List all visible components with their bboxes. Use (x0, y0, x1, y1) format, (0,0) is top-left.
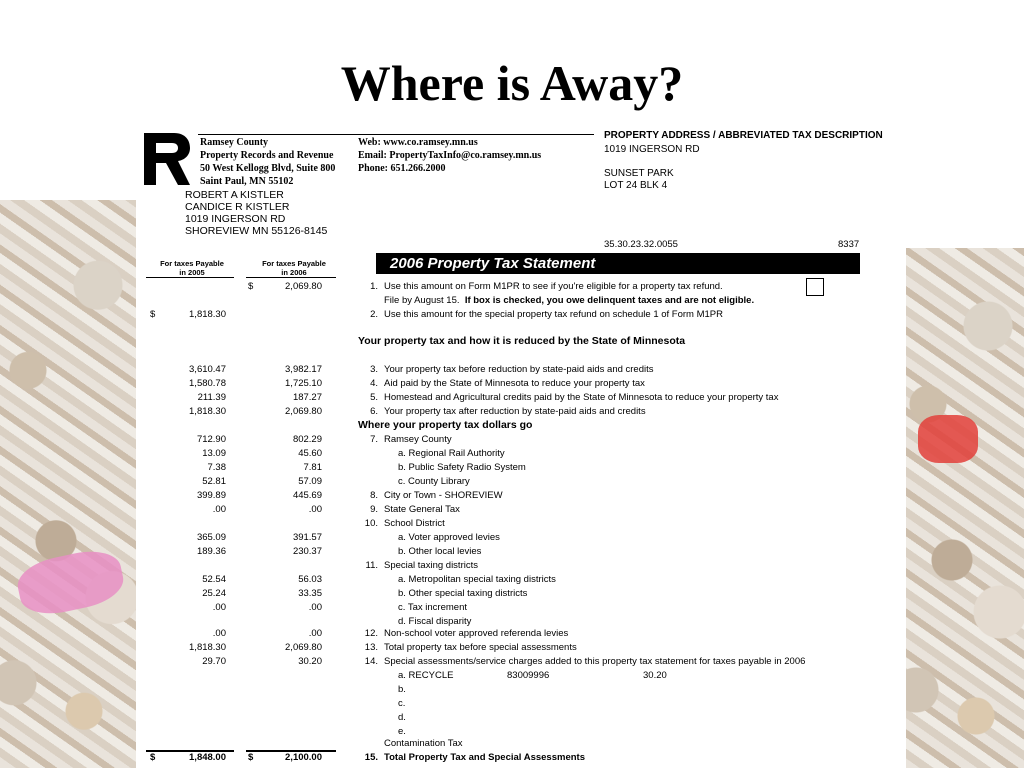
amount-2006: 2,069.80 (285, 642, 322, 653)
section-heading-reduction: Your property tax and how it is reduced by the State of Minnesota (358, 335, 686, 347)
header-rule (198, 134, 594, 135)
amount-2005: 365.09 (196, 532, 226, 543)
owner-line-2: CANDICE R KISTLER (185, 201, 290, 213)
filing-deadline-text: File by August 15. (384, 295, 460, 306)
owner-line-3: 1019 INGERSON RD (185, 213, 286, 225)
line-number: 1. (370, 281, 378, 292)
amount-2006: 45.60 (298, 448, 322, 459)
line-number: 5. (370, 392, 378, 403)
amount-2006: 1,725.10 (285, 378, 322, 389)
line-description: Aid paid by the State of Minnesota to reduce your property tax (384, 378, 645, 389)
amount-2005: 3,610.47 (189, 364, 226, 375)
section-heading-where: Where your property tax dollars go (358, 419, 533, 431)
web-url: Web: www.co.ramsey.mn.us (358, 137, 478, 148)
line-number: 2. (370, 309, 378, 320)
amount-2006: 56.03 (298, 574, 322, 585)
line-10 (136, 517, 906, 531)
delinquent-warning-text: If box is checked, you owe delinquent taxes and are not eligible. (464, 295, 755, 306)
line-11b (136, 587, 906, 601)
statement-title-bar: 2006 Property Tax Statement (376, 253, 860, 274)
line-7a (136, 447, 906, 461)
background-trash-right (904, 248, 1024, 768)
dollar-sign: $ (150, 309, 156, 320)
line-9 (136, 503, 906, 517)
contact-block (358, 136, 541, 175)
column-header-2006 (254, 259, 334, 277)
line-description: Special taxing districts (384, 560, 478, 571)
column-header-2005 (152, 259, 232, 277)
line-14c (136, 697, 906, 711)
line-number: 3. (370, 364, 378, 375)
line-description: c. Tax increment (398, 602, 467, 613)
property-heading: PROPERTY ADDRESS / ABBREVIATED TAX DESCRIPTION (604, 130, 883, 141)
line-1-note (136, 294, 906, 308)
line-description: Your property tax before reduction by state-paid aids and credits (384, 364, 654, 375)
line-description: Total property tax before special assessments (384, 642, 577, 653)
ramsey-county-logo-icon (144, 133, 190, 185)
phone-number: Phone: 651.266.2000 (358, 163, 446, 174)
tax-statement-document (136, 128, 906, 768)
amount-2005: 1,580.78 (189, 378, 226, 389)
line-number: 9. (370, 504, 378, 515)
amount-2006: 2,069.80 (285, 406, 322, 417)
line-1 (136, 280, 906, 294)
line-number: 15. (364, 752, 378, 763)
line-number: 10. (364, 518, 378, 529)
amount-2005: .00 (212, 602, 226, 613)
amount-2006: .00 (308, 504, 322, 515)
line-description: State General Tax (384, 504, 460, 515)
line-11 (136, 559, 906, 573)
amount-2005: 712.90 (196, 434, 226, 445)
line-number: 7. (370, 434, 378, 445)
line-description: a. Voter approved levies (398, 532, 500, 543)
amount-2006: 445.69 (292, 490, 322, 501)
amount-2005: .00 (212, 504, 226, 515)
line-description (384, 294, 754, 308)
line-description: Non-school voter approved referenda levies (384, 628, 569, 639)
line-description: Homestead and Agricultural credits paid by the State of Minnesota to reduce your property tax (384, 392, 779, 403)
line-15-total (136, 751, 906, 765)
amount-2005: 1,818.30 (189, 406, 226, 417)
line-10a (136, 531, 906, 545)
amount-2006: .00 (308, 628, 322, 639)
amount-2005: 29.70 (202, 656, 226, 667)
owner-line-4: SHOREVIEW MN 55126-8145 (185, 225, 328, 237)
parcel-id: 35.30.23.32.0055 (604, 239, 678, 250)
slide-title: Where is Away? (340, 55, 684, 111)
county-address-block (200, 136, 335, 188)
line-description: e. (398, 726, 406, 737)
line-number: 14. (364, 656, 378, 667)
line-11c (136, 601, 906, 615)
column-header-2006-line2: in 2006 (281, 268, 307, 277)
line-description: Use this amount for the special property tax refund on schedule 1 of Form M1PR (384, 309, 723, 320)
dollar-sign: $ (150, 752, 156, 763)
line-number: 12. (364, 628, 378, 639)
county-dept: Property Records and Revenue (200, 150, 334, 161)
line-2 (136, 308, 906, 322)
line-8 (136, 489, 906, 503)
assessment-amount: 30.20 (643, 670, 667, 681)
line-description: Contamination Tax (384, 738, 463, 749)
line-description: a. Regional Rail Authority (398, 448, 505, 459)
amount-2005: 399.89 (196, 490, 226, 501)
line-14a (136, 669, 906, 683)
amount-2006: 230.37 (292, 546, 322, 557)
line-10b (136, 545, 906, 559)
line-description: b. Public Safety Radio System (398, 462, 526, 473)
line-description: Ramsey County (384, 434, 452, 445)
amount-2006: 802.29 (292, 434, 322, 445)
amount-2006: 3,982.17 (285, 364, 322, 375)
amount-2005: 211.39 (197, 392, 226, 403)
line-description: d. Fiscal disparity (398, 616, 472, 627)
line-12 (136, 627, 906, 641)
amount-2006: 187.27 (292, 392, 322, 403)
amount-2005: 1,818.30 (189, 642, 226, 653)
line-description: Special assessments/service charges added to this property tax statement for taxes payable in 2006 (384, 656, 806, 667)
dollar-sign: $ (248, 752, 254, 763)
assessment-name: a. RECYCLE (398, 670, 454, 681)
line-description: c. (398, 698, 406, 709)
amount-2006: 7.81 (303, 462, 322, 473)
property-address: 1019 INGERSON RD (604, 144, 700, 155)
line-description: Your property tax after reduction by state-paid aids and credits (384, 406, 646, 417)
county-city: Saint Paul, MN 55102 (200, 176, 294, 187)
amount-2006: 30.20 (298, 656, 322, 667)
line-number: 13. (364, 642, 378, 653)
background-trash-left (0, 200, 140, 768)
property-desc-2: LOT 24 BLK 4 (604, 180, 668, 191)
line-14b (136, 683, 906, 697)
email-address: Email: PropertyTaxInfo@co.ramsey.mn.us (358, 150, 542, 161)
column-header-2006-line1: For taxes Payable (262, 259, 326, 268)
county-street: 50 West Kellogg Blvd, Suite 800 (200, 163, 336, 174)
line-6 (136, 405, 906, 419)
line-4 (136, 377, 906, 391)
line-description: b. (398, 684, 406, 695)
column-rule-2005 (146, 277, 234, 278)
column-header-2005-line1: For taxes Payable (160, 259, 224, 268)
line-description: Total Property Tax and Special Assessments (384, 752, 585, 763)
amount-2005: 189.36 (196, 546, 226, 557)
amount-2005: 7.38 (207, 462, 226, 473)
total-2006: 2,100.00 (285, 752, 322, 763)
column-header-2005-line2: in 2005 (179, 268, 205, 277)
line-description: d. (398, 712, 406, 723)
amount-2006: .00 (308, 602, 322, 613)
background-debris-red (918, 415, 978, 463)
line-11a (136, 573, 906, 587)
line-description: a. Metropolitan special taxing districts (398, 574, 556, 585)
line-number: 6. (370, 406, 378, 417)
county-name: Ramsey County (200, 137, 269, 148)
line-number: 8. (370, 490, 378, 501)
amount-2005: 13.09 (202, 448, 226, 459)
line-description: b. Other special taxing districts (398, 588, 528, 599)
amount-2005: .00 (212, 628, 226, 639)
amount-2005: 1,818.30 (189, 309, 226, 320)
amount-2005: 25.24 (202, 588, 226, 599)
property-desc-1: SUNSET PARK (604, 168, 674, 179)
line-description: School District (384, 518, 445, 529)
column-rule-2006 (246, 277, 336, 278)
line-14d (136, 711, 906, 725)
line-14 (136, 655, 906, 669)
line-description: Use this amount on Form M1PR to see if you're eligible for a property tax refund. (384, 281, 723, 292)
line-description: City or Town - SHOREVIEW (384, 490, 503, 501)
dollar-sign: $ (248, 281, 254, 292)
line-number: 4. (370, 378, 378, 389)
line-description: c. County Library (398, 476, 470, 487)
amount-2006: 391.57 (292, 532, 322, 543)
line-description: b. Other local levies (398, 546, 482, 557)
line-3 (136, 363, 906, 377)
contamination-tax-row (136, 737, 906, 751)
total-2005: 1,848.00 (189, 752, 226, 763)
line-7b (136, 461, 906, 475)
line-13 (136, 641, 906, 655)
amount-2006: 57.09 (298, 476, 322, 487)
line-number: 11. (365, 560, 378, 571)
amount-2006: 33.35 (298, 588, 322, 599)
owner-line-1: ROBERT A KISTLER (185, 189, 284, 201)
amount-2005: 52.81 (202, 476, 226, 487)
line-7 (136, 433, 906, 447)
amount-2006: 2,069.80 (285, 281, 322, 292)
assessment-id: 83009996 (507, 670, 550, 681)
tax-code: 8337 (838, 239, 860, 250)
line-5 (136, 391, 906, 405)
line-7c (136, 475, 906, 489)
amount-2005: 52.54 (202, 574, 226, 585)
